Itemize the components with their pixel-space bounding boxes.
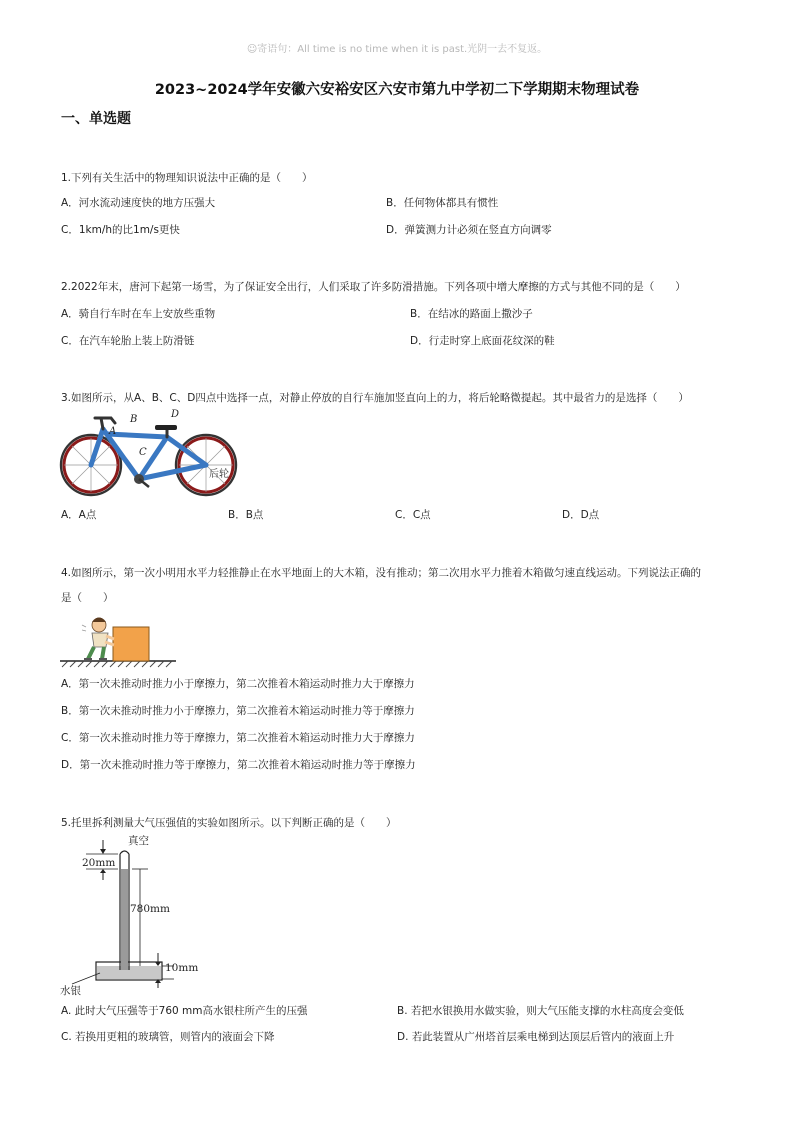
question-2-option-b[interactable]: B．在结冰的路面上撒沙子 [410, 308, 533, 320]
question-1-stem: 1.下列有关生活中的物理知识说法中正确的是（ ） [61, 172, 313, 184]
mercury-label: 水银 [60, 985, 81, 996]
top-gap-label: 20mm [82, 857, 116, 869]
question-3-option-a[interactable]: A．A点 [61, 509, 97, 521]
bicycle-figure [55, 407, 245, 502]
question-1-option-a[interactable]: A．河水流动速度快的地方压强大 [61, 197, 216, 209]
question-1-option-b[interactable]: B．任何物体都具有惯性 [386, 197, 499, 209]
bicycle-label-c: C [139, 447, 147, 458]
question-2-option-c[interactable]: C．在汽车轮胎上装上防滑链 [61, 335, 195, 347]
question-2-stem: 2.2022年末，唐河下起第一场雪，为了保证安全出行，人们采取了许多防滑措施。下列各项中增大摩擦的方式与其他不同的是（ ） [61, 281, 686, 293]
question-5-stem: 5.托里拆利测量大气压强值的实验如图所示。以下判断正确的是（ ） [61, 817, 397, 829]
question-3-stem: 3.如图所示，从A、B、C、D四点中选择一点，对静止停放的自行车施加竖直向上的力，将后轮略微提起。其中最省力的是选择（ ） [61, 392, 689, 404]
question-3-option-d[interactable]: D．D点 [562, 509, 600, 521]
bicycle-label-b: B [130, 414, 138, 425]
question-5-option-d[interactable]: D. 若此装置从广州塔首层乘电梯到达顶层后管内的液面上升 [397, 1031, 675, 1043]
question-1-option-d[interactable]: D．弹簧测力计必须在竖直方向调零 [386, 224, 552, 236]
question-5-option-c[interactable]: C. 若换用更粗的玻璃管，则管内的液面会下降 [61, 1031, 275, 1043]
dish-depth-label: 10mm [165, 962, 199, 974]
question-4-option-a[interactable]: A．第一次未推动时推力小于摩擦力，第二次推着木箱运动时推力大于摩擦力 [61, 678, 415, 690]
question-4-option-b[interactable]: B．第一次未推动时推力小于摩擦力，第二次推着木箱运动时推力等于摩擦力 [61, 705, 415, 717]
column-height-label: 780mm [130, 903, 170, 915]
question-4-stem-line1: 4.如图所示，第一次小明用水平力轻推静止在水平地面上的大木箱，没有推动；第二次用水平力推着木箱做匀速直线运动。下列说法正确的 [61, 567, 702, 579]
torricelli-figure [58, 832, 218, 996]
bicycle-label-a: A [109, 426, 117, 437]
motto-watermark: ☺寄语句：All time is no time when it is past.光阴一去不复返。 [246, 44, 548, 55]
question-4-option-d[interactable]: D．第一次未推动时推力等于摩擦力，第二次推着木箱运动时推力等于摩擦力 [61, 759, 416, 771]
section-heading: 一、单选题 [61, 111, 131, 127]
bicycle-label-d: D [171, 409, 180, 420]
rear-wheel-label: 后轮 [209, 469, 229, 480]
question-1-option-c[interactable]: C．1km/h的比1m/s更快 [61, 224, 180, 236]
question-4-stem-line2: 是（ ） [61, 592, 114, 604]
push-box-figure [58, 613, 180, 669]
question-2-option-a[interactable]: A．骑自行车时在车上安放些重物 [61, 308, 216, 320]
question-3-option-c[interactable]: C．C点 [395, 509, 431, 521]
question-3-option-b[interactable]: B．B点 [228, 509, 264, 521]
exam-title: 2023~2024学年安徽六安裕安区六安市第九中学初二下学期期末物理试卷 [154, 82, 640, 98]
question-5-option-b[interactable]: B. 若把水银换用水做实验，则大气压能支撑的水柱高度会变低 [397, 1005, 684, 1017]
question-5-option-a[interactable]: A. 此时大气压强等于760 mm高水银柱所产生的压强 [61, 1005, 308, 1017]
question-4-option-c[interactable]: C．第一次未推动时推力等于摩擦力，第二次推着木箱运动时推力大于摩擦力 [61, 732, 415, 744]
vacuum-label: 真空 [128, 835, 149, 847]
question-2-option-d[interactable]: D．行走时穿上底面花纹深的鞋 [410, 335, 555, 347]
